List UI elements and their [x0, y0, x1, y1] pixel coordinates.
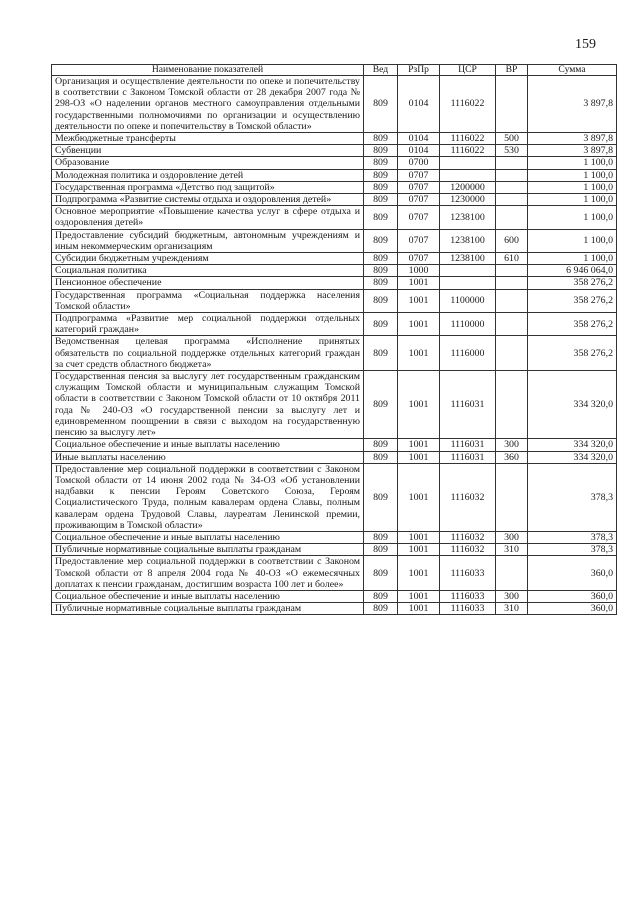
cell-sum: 358 276,2 [528, 336, 617, 371]
cell-vr [496, 463, 528, 531]
cell-sum: 358 276,2 [528, 289, 617, 312]
table-row [52, 439, 617, 451]
cell-rzpr: 0707 [398, 181, 440, 193]
cell-vr [496, 181, 528, 193]
cell-ved: 809 [364, 556, 398, 591]
cell-name: Пенсионное обеспечение [52, 277, 364, 289]
cell-sum: 3 897,8 [528, 76, 617, 133]
cell-rzpr: 0707 [398, 194, 440, 206]
cell-ved: 809 [364, 531, 398, 543]
cell-rzpr: 0104 [398, 133, 440, 145]
cell-ved: 809 [364, 289, 398, 312]
cell-name: Социальная политика [52, 265, 364, 277]
cell-name: Предоставление субсидий бюджетным, автономным учреждениям и иным некоммерческим организациям [52, 229, 364, 252]
cell-csr: 1238100 [440, 253, 496, 265]
cell-csr: 1116031 [440, 451, 496, 463]
table-row [52, 336, 617, 371]
cell-ved: 809 [364, 133, 398, 145]
cell-rzpr: 1001 [398, 371, 440, 439]
cell-sum: 3 897,8 [528, 145, 617, 157]
cell-name: Социальное обеспечение и иные выплаты населению [52, 531, 364, 543]
table-row [52, 277, 617, 289]
cell-vr [496, 76, 528, 133]
cell-ved: 809 [364, 451, 398, 463]
cell-ved: 809 [364, 371, 398, 439]
cell-sum: 378,3 [528, 463, 617, 531]
cell-rzpr: 1001 [398, 531, 440, 543]
cell-rzpr: 1001 [398, 544, 440, 556]
cell-name: Основное мероприятие «Повышение качества услуг в сфере отдыха и оздоровления детей» [52, 206, 364, 229]
table-row [52, 157, 617, 169]
cell-name: Предоставление мер социальной поддержки в соответствии с Законом Томской области от 14 июня 2002 года № 34-ОЗ «Об установлении надбавки к пенсии Героям Советского Союза, Героям Социалистического Труда, полным кавалерам ордена Славы, полным кавалерам ордена Трудовой Славы, лауреатам Ленинской премии, проживающим в Томской области» [52, 463, 364, 531]
table-row [52, 544, 617, 556]
cell-vr [496, 556, 528, 591]
cell-vr [496, 157, 528, 169]
cell-vr [496, 336, 528, 371]
cell-ved: 809 [364, 265, 398, 277]
cell-rzpr: 0707 [398, 206, 440, 229]
table-row [52, 556, 617, 591]
cell-rzpr: 1001 [398, 439, 440, 451]
cell-sum: 1 100,0 [528, 157, 617, 169]
cell-sum: 358 276,2 [528, 313, 617, 336]
cell-csr: 1116032 [440, 463, 496, 531]
cell-rzpr: 1001 [398, 451, 440, 463]
cell-rzpr: 1000 [398, 265, 440, 277]
cell-csr: 1200000 [440, 181, 496, 193]
cell-ved: 809 [364, 603, 398, 615]
cell-ved: 809 [364, 206, 398, 229]
cell-ved: 809 [364, 463, 398, 531]
cell-rzpr: 1001 [398, 336, 440, 371]
table-row [52, 253, 617, 265]
cell-name: Публичные нормативные социальные выплаты гражданам [52, 544, 364, 556]
cell-rzpr: 0104 [398, 145, 440, 157]
table-row [52, 590, 617, 602]
cell-rzpr: 1001 [398, 289, 440, 312]
table-row [52, 463, 617, 531]
cell-name: Иные выплаты населению [52, 451, 364, 463]
header-csr: ЦСР [440, 65, 496, 76]
table-row [52, 169, 617, 181]
table-header [52, 65, 617, 76]
cell-ved: 809 [364, 336, 398, 371]
cell-ved: 809 [364, 157, 398, 169]
cell-rzpr: 0104 [398, 76, 440, 133]
cell-name: Субсидии бюджетным учреждениям [52, 253, 364, 265]
budget-table [51, 64, 617, 615]
cell-name: Социальное обеспечение и иные выплаты населению [52, 439, 364, 451]
cell-rzpr: 0707 [398, 229, 440, 252]
cell-vr: 610 [496, 253, 528, 265]
cell-csr: 1238100 [440, 229, 496, 252]
cell-csr: 1116000 [440, 336, 496, 371]
table-row [52, 133, 617, 145]
cell-name: Публичные нормативные социальные выплаты гражданам [52, 603, 364, 615]
cell-sum: 334 320,0 [528, 439, 617, 451]
cell-rzpr: 1001 [398, 556, 440, 591]
cell-ved: 809 [364, 253, 398, 265]
cell-ved: 809 [364, 194, 398, 206]
cell-csr: 1116033 [440, 590, 496, 602]
cell-name: Государственная программа «Детство под защитой» [52, 181, 364, 193]
table-row [52, 76, 617, 133]
cell-csr: 1100000 [440, 289, 496, 312]
cell-name: Организация и осуществление деятельности по опеке и попечительству в соответствии с Законом Томской области от 28 декабря 2007 года № 298-ОЗ «О наделении органов местного самоуправления отдельными государственными полномочиями по организации и осуществлению деятельности по опеке и попечительству в Томской области» [52, 76, 364, 133]
cell-sum: 360,0 [528, 556, 617, 591]
cell-vr: 300 [496, 439, 528, 451]
cell-csr: 1116031 [440, 371, 496, 439]
cell-ved: 809 [364, 169, 398, 181]
cell-ved: 809 [364, 313, 398, 336]
cell-name: Государственная программа «Социальная поддержка населения Томской области» [52, 289, 364, 312]
cell-ved: 809 [364, 277, 398, 289]
cell-csr: 1230000 [440, 194, 496, 206]
cell-csr: 1116031 [440, 439, 496, 451]
cell-name: Межбюджетные трансферты [52, 133, 364, 145]
table-row [52, 229, 617, 252]
cell-csr [440, 265, 496, 277]
cell-name: Ведомственная целевая программа «Исполнение принятых обязательств по социальной поддержке отдельных категорий граждан за счет средств областного бюджета» [52, 336, 364, 371]
cell-ved: 809 [364, 590, 398, 602]
cell-csr: 1238100 [440, 206, 496, 229]
cell-csr: 1116022 [440, 133, 496, 145]
cell-name: Социальное обеспечение и иные выплаты населению [52, 590, 364, 602]
cell-csr [440, 169, 496, 181]
cell-sum: 1 100,0 [528, 169, 617, 181]
cell-vr: 360 [496, 451, 528, 463]
table-row [52, 145, 617, 157]
cell-ved: 809 [364, 181, 398, 193]
cell-sum: 334 320,0 [528, 371, 617, 439]
cell-ved: 809 [364, 229, 398, 252]
cell-sum: 1 100,0 [528, 194, 617, 206]
cell-vr [496, 206, 528, 229]
cell-rzpr: 1001 [398, 463, 440, 531]
cell-vr: 600 [496, 229, 528, 252]
cell-vr: 500 [496, 133, 528, 145]
cell-csr [440, 277, 496, 289]
header-sum: Сумма [528, 65, 617, 76]
cell-ved: 809 [364, 439, 398, 451]
cell-csr: 1116033 [440, 556, 496, 591]
cell-sum: 360,0 [528, 603, 617, 615]
cell-csr: 1116032 [440, 531, 496, 543]
table-body [52, 76, 617, 615]
cell-sum: 358 276,2 [528, 277, 617, 289]
cell-name: Подпрограмма «Развитие мер социальной поддержки отдельных категорий граждан» [52, 313, 364, 336]
cell-csr: 1116022 [440, 76, 496, 133]
cell-vr [496, 194, 528, 206]
header-rzpr: РзПр [398, 65, 440, 76]
header-name: Наименование показателей [52, 65, 364, 76]
cell-rzpr: 1001 [398, 313, 440, 336]
cell-vr: 530 [496, 145, 528, 157]
cell-csr [440, 157, 496, 169]
table-row [52, 265, 617, 277]
cell-vr: 310 [496, 603, 528, 615]
cell-ved: 809 [364, 544, 398, 556]
cell-name: Молодежная политика и оздоровление детей [52, 169, 364, 181]
cell-sum: 1 100,0 [528, 181, 617, 193]
cell-sum: 378,3 [528, 531, 617, 543]
cell-sum: 1 100,0 [528, 253, 617, 265]
cell-sum: 360,0 [528, 590, 617, 602]
table-row [52, 206, 617, 229]
table-row [52, 451, 617, 463]
cell-vr [496, 265, 528, 277]
cell-vr [496, 277, 528, 289]
cell-csr: 1116033 [440, 603, 496, 615]
cell-sum: 378,3 [528, 544, 617, 556]
table-row [52, 313, 617, 336]
cell-csr: 1110000 [440, 313, 496, 336]
table-row [52, 603, 617, 615]
cell-sum: 334 320,0 [528, 451, 617, 463]
cell-rzpr: 0707 [398, 253, 440, 265]
table-row [52, 181, 617, 193]
cell-sum: 6 946 064,0 [528, 265, 617, 277]
cell-vr [496, 289, 528, 312]
page-number: 159 [575, 37, 596, 52]
table-row [52, 371, 617, 439]
cell-vr [496, 169, 528, 181]
table-row [52, 531, 617, 543]
cell-vr [496, 313, 528, 336]
cell-rzpr: 1001 [398, 590, 440, 602]
cell-csr: 1116022 [440, 145, 496, 157]
cell-rzpr: 1001 [398, 277, 440, 289]
cell-ved: 809 [364, 76, 398, 133]
cell-vr: 300 [496, 590, 528, 602]
table-row [52, 289, 617, 312]
cell-sum: 3 897,8 [528, 133, 617, 145]
cell-name: Подпрограмма «Развитие системы отдыха и оздоровления детей» [52, 194, 364, 206]
cell-vr: 310 [496, 544, 528, 556]
cell-rzpr: 1001 [398, 603, 440, 615]
cell-rzpr: 0707 [398, 169, 440, 181]
cell-sum: 1 100,0 [528, 206, 617, 229]
cell-vr [496, 371, 528, 439]
header-vr: ВР [496, 65, 528, 76]
cell-rzpr: 0700 [398, 157, 440, 169]
table-row [52, 194, 617, 206]
header-row [52, 65, 617, 76]
cell-name: Субвенции [52, 145, 364, 157]
cell-ved: 809 [364, 145, 398, 157]
cell-name: Образование [52, 157, 364, 169]
cell-sum: 1 100,0 [528, 229, 617, 252]
cell-csr: 1116032 [440, 544, 496, 556]
cell-name: Государственная пенсия за выслугу лет государственным гражданским служащим Томской области и муниципальным служащим Томской области в соответствии с Законом Томской области от 10 октября 2011 года № 240-ОЗ «О государственной пенсии за выслугу лет и единовременном поощрении в связи с выходом на государственную пенсию за выслугу лет» [52, 371, 364, 439]
cell-name: Предоставление мер социальной поддержки в соответствии с Законом Томской области от 8 апреля 2004 года № 40-ОЗ «О ежемесячных доплатах к пенсии гражданам, достигшим возраста 100 лет и более» [52, 556, 364, 591]
cell-vr: 300 [496, 531, 528, 543]
header-ved: Вед [364, 65, 398, 76]
